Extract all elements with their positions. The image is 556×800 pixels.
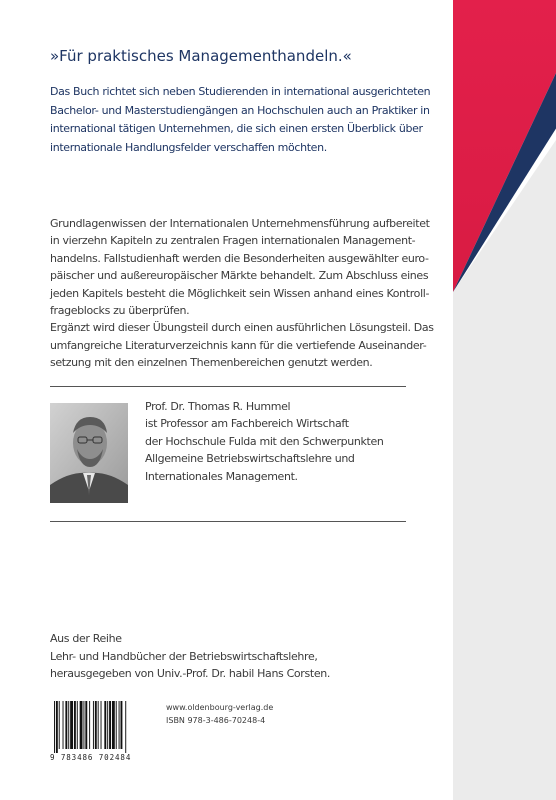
description-line: jeden Kapitels besteht die Möglichkeit sein Wissen anhand eines Kontroll-	[50, 286, 430, 300]
barcode-bar	[104, 701, 106, 749]
series-line: Lehr- und Handbücher der Betriebswirtschaftslehre,	[50, 649, 318, 663]
author-bio-line: Allgemeine Betriebswirtschaftslehre und	[145, 452, 355, 466]
barcode-bar	[68, 701, 69, 749]
barcode-bar	[121, 701, 123, 749]
description-line: Ergänzt wird dieser Übungsteil durch einen ausführlichen Lösungsteil. Das	[50, 321, 434, 335]
author-bio	[145, 398, 445, 485]
barcode-bar	[54, 701, 55, 753]
author-bio-line: Prof. Dr. Thomas R. Hummel	[145, 400, 291, 413]
barcode-bar	[74, 701, 76, 749]
description-line: handelns. Fallstudienhaft werden die Besonderheiten ausgewählter euro-	[50, 251, 429, 265]
series-line: herausgegeben von Univ.-Prof. Dr. habil Hans Corsten.	[50, 667, 331, 681]
publisher-info	[166, 701, 273, 727]
barcode-bar	[63, 701, 64, 749]
barcode-bar	[80, 701, 83, 749]
barcode	[50, 701, 160, 763]
barcode-bar	[83, 701, 84, 749]
barcode-bar	[112, 701, 115, 749]
author-portrait-image	[50, 403, 128, 503]
barcode-bar	[65, 701, 67, 749]
barcode-bar	[85, 701, 87, 749]
barcode-bar	[125, 701, 126, 753]
barcode-bar	[109, 701, 111, 749]
description-line: setzung mit den einzelnen Themenbereichen genutzt werden.	[50, 356, 373, 370]
divider-top	[50, 386, 406, 387]
barcode-bar	[77, 701, 78, 749]
description-line: umfangreiche Literaturverzeichnis kann für die vertiefende Auseinander-	[50, 338, 427, 352]
headline: »Für praktisches Managementhandeln.«	[50, 47, 352, 65]
description-line: in vierzehn Kapiteln zu zentralen Fragen internationalen Management-	[50, 234, 416, 248]
barcode-bar	[116, 701, 117, 749]
author-bio-line: Internationales Management.	[145, 469, 298, 483]
barcode-bar	[119, 701, 120, 749]
barcode-bar	[95, 701, 97, 749]
barcode-bars	[50, 701, 160, 753]
divider-bottom	[50, 521, 406, 522]
description-line: päischer und außereuropäischer Märkte behandelt. Zum Abschluss eines	[50, 269, 429, 283]
barcode-bar	[107, 701, 108, 749]
description-line: Grundlagenwissen der Internationalen Unternehmensführung aufbereitet	[50, 217, 430, 230]
author-bio-line: ist Professor am Fachbereich Wirtschaft	[145, 417, 349, 431]
barcode-bar	[98, 701, 99, 749]
barcode-digits: 9 783486 702484	[50, 753, 132, 762]
intro-paragraph: Das Buch richtet sich neben Studierenden in international ausgerichteten Bachelor- und Masterstudiengängen an Hochschulen auch an Praktiker in international tätigen Unternehmen, die sich einen ersten Überblick über internationale Handlungsfelder verschaffen möchten.	[50, 85, 431, 154]
barcode-bar	[101, 701, 102, 749]
publisher-url: www.oldenbourg-verlag.de	[166, 703, 274, 712]
barcode-bar	[70, 701, 73, 749]
isbn: ISBN 978-3-486-70248-4	[166, 716, 266, 725]
description-paragraph	[50, 215, 450, 372]
series-line: Aus der Reihe	[50, 632, 122, 645]
barcode-bar	[56, 701, 58, 753]
barcode-bar	[59, 701, 60, 749]
author-bio-line: der Hochschule Fulda mit den Schwerpunkten	[145, 434, 384, 448]
barcode-bar	[89, 701, 90, 749]
series-info	[50, 630, 450, 683]
barcode-bar	[93, 701, 94, 749]
author-portrait	[50, 403, 128, 503]
description-line: frageblocks zu überprüfen.	[50, 304, 190, 318]
